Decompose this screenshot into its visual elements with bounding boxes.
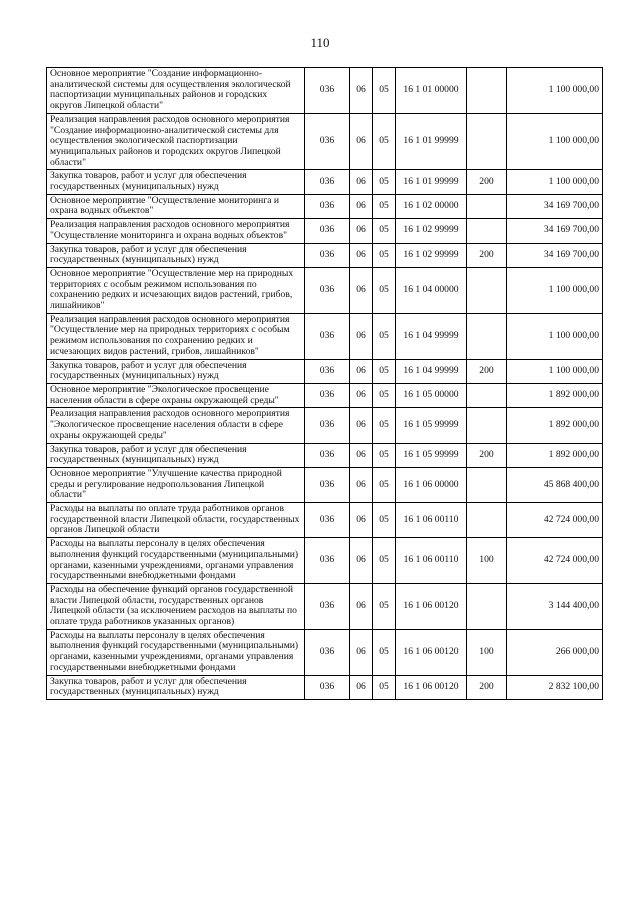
section-code-cell: 06 (350, 443, 373, 467)
target-article-cell: 16 1 06 00120 (396, 583, 467, 629)
amount-cell: 42 724 000,00 (507, 538, 603, 584)
row-name-cell: Основное мероприятие "Экологическое просвещение населения области в сфере охраны окружающей среды" (47, 383, 305, 407)
row-name-cell: Закупка товаров, работ и услуг для обеспечения государственных (муниципальных) нужд (47, 443, 305, 467)
table-row (47, 219, 603, 243)
row-name-cell: Закупка товаров, работ и услуг для обеспечения государственных (муниципальных) нужд (47, 170, 305, 194)
target-article-cell: 16 1 02 00000 (396, 194, 467, 218)
row-name-cell: Расходы на выплаты персоналу в целях обеспечения выполнения функций государственными (муниципальными) органами, казенными учреждениями, органами управления государственными внебюджетными фондами (47, 538, 305, 584)
table-row (47, 359, 603, 383)
target-article-cell: 16 1 05 00000 (396, 383, 467, 407)
ministry-code-cell: 036 (305, 583, 350, 629)
subsection-code-cell: 05 (373, 583, 396, 629)
section-code-cell: 06 (350, 583, 373, 629)
section-code-cell: 06 (350, 629, 373, 675)
row-name-cell: Закупка товаров, работ и услуг для обеспечения государственных (муниципальных) нужд (47, 675, 305, 699)
target-article-cell: 16 1 06 00110 (396, 538, 467, 584)
amount-cell: 1 100 000,00 (507, 170, 603, 194)
subsection-code-cell: 05 (373, 68, 396, 114)
section-code-cell: 06 (350, 359, 373, 383)
expense-type-cell: 200 (467, 443, 507, 467)
section-code-cell: 06 (350, 503, 373, 538)
ministry-code-cell: 036 (305, 443, 350, 467)
amount-cell: 1 892 000,00 (507, 408, 603, 443)
target-article-cell: 16 1 06 00110 (396, 503, 467, 538)
table-row (47, 538, 603, 584)
table-row (47, 313, 603, 359)
expense-type-cell (467, 583, 507, 629)
table-row (47, 443, 603, 467)
expense-type-cell (467, 113, 507, 170)
target-article-cell: 16 1 04 99999 (396, 313, 467, 359)
section-code-cell: 06 (350, 170, 373, 194)
table-row (47, 467, 603, 502)
row-name-cell: Закупка товаров, работ и услуг для обеспечения государственных (муниципальных) нужд (47, 243, 305, 267)
amount-cell: 1 100 000,00 (507, 359, 603, 383)
subsection-code-cell: 05 (373, 194, 396, 218)
amount-cell: 266 000,00 (507, 629, 603, 675)
table-row (47, 629, 603, 675)
target-article-cell: 16 1 02 99999 (396, 243, 467, 267)
row-name-cell: Расходы на обеспечение функций органов государственной власти Липецкой области, государственных органов Липецкой области (за исключением расходов на выплаты по оплате труда работников указанных органов) (47, 583, 305, 629)
table-row (47, 113, 603, 170)
ministry-code-cell: 036 (305, 219, 350, 243)
amount-cell: 3 144 400,00 (507, 583, 603, 629)
ministry-code-cell: 036 (305, 503, 350, 538)
subsection-code-cell: 05 (373, 219, 396, 243)
amount-cell: 42 724 000,00 (507, 503, 603, 538)
target-article-cell: 16 1 01 00000 (396, 68, 467, 114)
subsection-code-cell: 05 (373, 359, 396, 383)
ministry-code-cell: 036 (305, 267, 350, 313)
subsection-code-cell: 05 (373, 113, 396, 170)
expense-type-cell: 100 (467, 629, 507, 675)
ministry-code-cell: 036 (305, 243, 350, 267)
section-code-cell: 06 (350, 113, 373, 170)
target-article-cell: 16 1 04 99999 (396, 359, 467, 383)
subsection-code-cell: 05 (373, 383, 396, 407)
subsection-code-cell: 05 (373, 408, 396, 443)
expense-type-cell (467, 267, 507, 313)
section-code-cell: 06 (350, 383, 373, 407)
ministry-code-cell: 036 (305, 113, 350, 170)
table-row (47, 383, 603, 407)
expense-type-cell: 200 (467, 170, 507, 194)
subsection-code-cell: 05 (373, 503, 396, 538)
section-code-cell: 06 (350, 675, 373, 699)
subsection-code-cell: 05 (373, 629, 396, 675)
section-code-cell: 06 (350, 538, 373, 584)
page-number: 110 (310, 35, 330, 50)
table-row (47, 503, 603, 538)
ministry-code-cell: 036 (305, 194, 350, 218)
amount-cell: 1 892 000,00 (507, 443, 603, 467)
section-code-cell: 06 (350, 313, 373, 359)
row-name-cell: Основное мероприятие "Осуществление мониторинга и охрана водных объектов" (47, 194, 305, 218)
row-name-cell: Реализация направления расходов основного мероприятия "Осуществление мониторинга и охрана водных объектов" (47, 219, 305, 243)
amount-cell: 34 169 700,00 (507, 219, 603, 243)
row-name-cell: Реализация направления расходов основного мероприятия "Осуществление мер на природных территориях с особым режимом использования по сохранению редких и исчезающих видов растений, грибов, лишайников" (47, 313, 305, 359)
section-code-cell: 06 (350, 243, 373, 267)
amount-cell: 45 868 400,00 (507, 467, 603, 502)
row-name-cell: Основное мероприятие "Осуществление мер на природных территориях с особым режимом использования по сохранению редких и исчезающих видов растений, грибов, лишайников" (47, 267, 305, 313)
amount-cell: 34 169 700,00 (507, 243, 603, 267)
section-code-cell: 06 (350, 267, 373, 313)
budget-table (46, 67, 603, 700)
row-name-cell: Закупка товаров, работ и услуг для обеспечения государственных (муниципальных) нужд (47, 359, 305, 383)
amount-cell: 1 892 000,00 (507, 383, 603, 407)
ministry-code-cell: 036 (305, 467, 350, 502)
ministry-code-cell: 036 (305, 383, 350, 407)
ministry-code-cell: 036 (305, 313, 350, 359)
ministry-code-cell: 036 (305, 170, 350, 194)
table-row (47, 170, 603, 194)
table-row (47, 194, 603, 218)
target-article-cell: 16 1 01 99999 (396, 113, 467, 170)
target-article-cell: 16 1 06 00120 (396, 675, 467, 699)
ministry-code-cell: 036 (305, 408, 350, 443)
expense-type-cell (467, 408, 507, 443)
section-code-cell: 06 (350, 467, 373, 502)
row-name-cell: Расходы на выплаты по оплате труда работников органов государственной власти Липецкой области, государственных органов Липецкой области (47, 503, 305, 538)
expense-type-cell (467, 219, 507, 243)
ministry-code-cell: 036 (305, 359, 350, 383)
amount-cell: 34 169 700,00 (507, 194, 603, 218)
budget-table-body (47, 68, 603, 700)
expense-type-cell (467, 503, 507, 538)
row-name-cell: Основное мероприятие "Улучшение качества природной среды и регулирование недропользования Липецкой области" (47, 467, 305, 502)
subsection-code-cell: 05 (373, 243, 396, 267)
amount-cell: 2 832 100,00 (507, 675, 603, 699)
ministry-code-cell: 036 (305, 68, 350, 114)
target-article-cell: 16 1 01 99999 (396, 170, 467, 194)
table-row (47, 267, 603, 313)
section-code-cell: 06 (350, 219, 373, 243)
target-article-cell: 16 1 02 99999 (396, 219, 467, 243)
target-article-cell: 16 1 06 00000 (396, 467, 467, 502)
amount-cell: 1 100 000,00 (507, 313, 603, 359)
subsection-code-cell: 05 (373, 443, 396, 467)
amount-cell: 1 100 000,00 (507, 68, 603, 114)
expense-type-cell (467, 68, 507, 114)
table-row (47, 243, 603, 267)
expense-type-cell (467, 383, 507, 407)
section-code-cell: 06 (350, 68, 373, 114)
amount-cell: 1 100 000,00 (507, 113, 603, 170)
row-name-cell: Расходы на выплаты персоналу в целях обеспечения выполнения функций государственными (муниципальными) органами, казенными учреждениями, органами управления государственными внебюджетными фондами (47, 629, 305, 675)
row-name-cell: Реализация направления расходов основного мероприятия "Создание информационно-аналитической системы для осуществления экологической паспортизации муниципальных районов и городских округов Липецкой области" (47, 113, 305, 170)
section-code-cell: 06 (350, 194, 373, 218)
expense-type-cell (467, 313, 507, 359)
row-name-cell: Реализация направления расходов основного мероприятия "Экологическое просвещение населения области в сфере охраны окружающей среды" (47, 408, 305, 443)
amount-cell: 1 100 000,00 (507, 267, 603, 313)
subsection-code-cell: 05 (373, 467, 396, 502)
ministry-code-cell: 036 (305, 629, 350, 675)
ministry-code-cell: 036 (305, 675, 350, 699)
row-name-cell: Основное мероприятие "Создание информационно-аналитической системы для осуществления экологической паспортизации муниципальных районов и городских округов Липецкой области" (47, 68, 305, 114)
subsection-code-cell: 05 (373, 675, 396, 699)
section-code-cell: 06 (350, 408, 373, 443)
target-article-cell: 16 1 05 99999 (396, 443, 467, 467)
target-article-cell: 16 1 05 99999 (396, 408, 467, 443)
table-row (47, 68, 603, 114)
ministry-code-cell: 036 (305, 538, 350, 584)
target-article-cell: 16 1 04 00000 (396, 267, 467, 313)
subsection-code-cell: 05 (373, 170, 396, 194)
expense-type-cell (467, 194, 507, 218)
subsection-code-cell: 05 (373, 267, 396, 313)
subsection-code-cell: 05 (373, 538, 396, 584)
table-row (47, 583, 603, 629)
expense-type-cell (467, 467, 507, 502)
table-row (47, 408, 603, 443)
expense-type-cell: 200 (467, 243, 507, 267)
expense-type-cell: 100 (467, 538, 507, 584)
expense-type-cell: 200 (467, 675, 507, 699)
subsection-code-cell: 05 (373, 313, 396, 359)
table-row (47, 675, 603, 699)
expense-type-cell: 200 (467, 359, 507, 383)
target-article-cell: 16 1 06 00120 (396, 629, 467, 675)
